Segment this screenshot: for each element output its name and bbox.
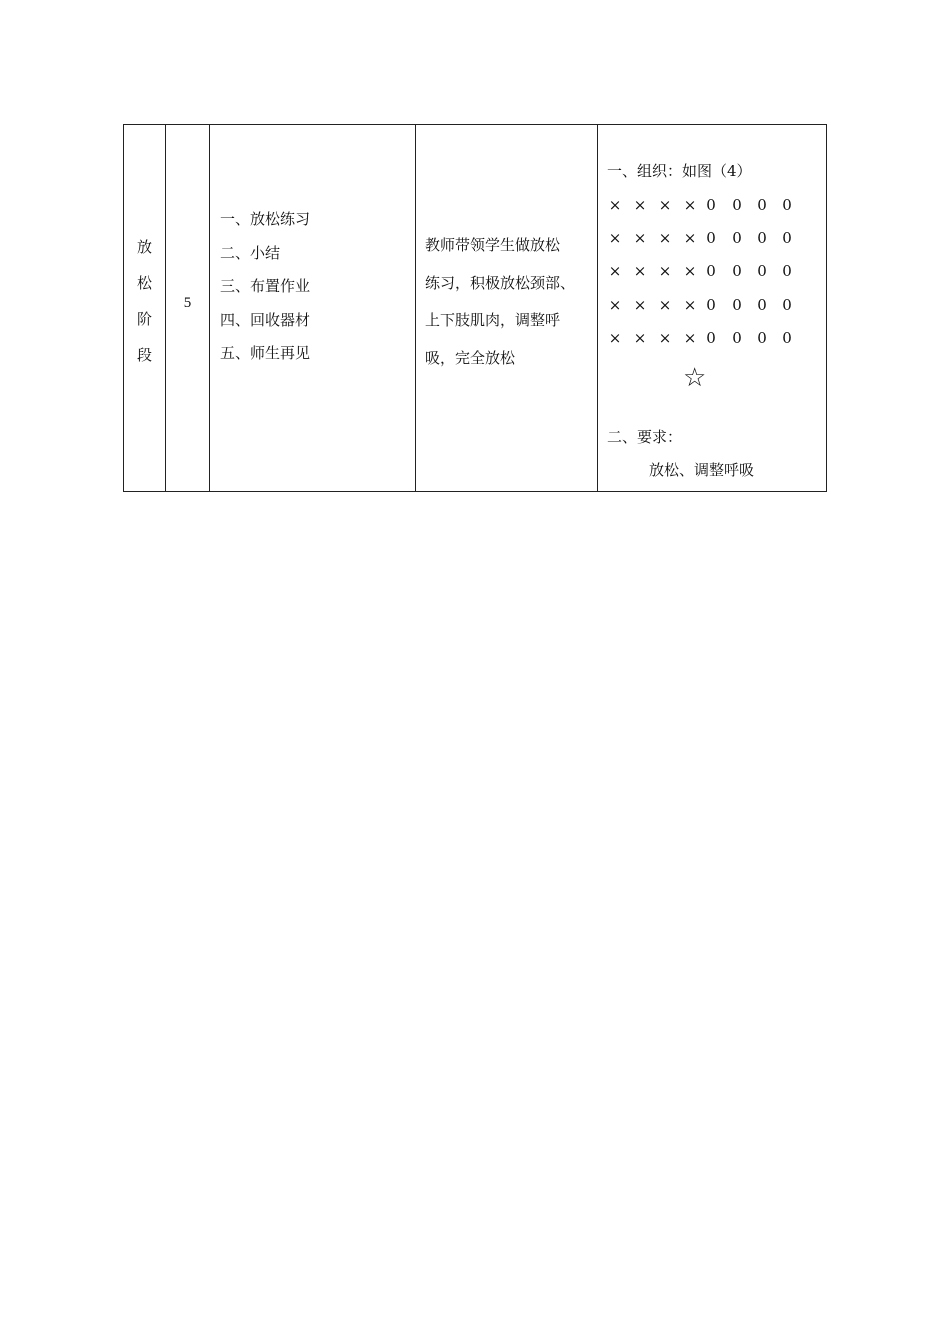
student-o: 0 <box>757 262 767 281</box>
stage-char: 放 <box>136 238 152 256</box>
student-x: × <box>633 328 647 347</box>
content-item: 一、放松练习 <box>220 210 311 228</box>
student-o: 0 <box>757 295 767 314</box>
student-o: 0 <box>757 196 767 214</box>
stage-cell <box>124 125 166 491</box>
student-x: × <box>608 328 622 347</box>
student-x: × <box>683 196 697 214</box>
student-o: 0 <box>757 328 767 347</box>
teacher-star-icon: ☆ <box>683 363 707 393</box>
student-x: × <box>658 196 672 214</box>
student-x: × <box>633 229 647 248</box>
method-text <box>425 233 590 383</box>
student-o: 0 <box>782 328 792 347</box>
student-x: × <box>658 295 672 314</box>
student-x: × <box>658 262 672 281</box>
student-o: 0 <box>782 295 792 314</box>
student-x: × <box>608 196 622 214</box>
formation-row <box>607 193 807 226</box>
student-x: × <box>683 295 697 314</box>
student-o: 0 <box>732 295 742 314</box>
student-x: × <box>658 328 672 347</box>
student-o: 0 <box>706 196 716 214</box>
student-o: 0 <box>757 229 767 248</box>
student-o: 0 <box>706 295 716 314</box>
student-o: 0 <box>782 196 792 214</box>
requirement-text: 放松、调整呼吸 <box>649 461 755 479</box>
time-cell <box>166 125 210 491</box>
organization-title: 一、组织：如图（4） <box>607 162 752 180</box>
student-o: 0 <box>706 328 716 347</box>
student-o: 0 <box>706 229 716 248</box>
student-o: 0 <box>732 196 742 214</box>
formation-row <box>607 259 807 292</box>
formation-grid <box>607 193 807 359</box>
student-x: × <box>633 262 647 281</box>
student-x: × <box>608 229 622 248</box>
student-o: 0 <box>706 262 716 281</box>
student-x: × <box>608 262 622 281</box>
minutes-value: 5 <box>183 295 192 311</box>
content-item: 五、师生再见 <box>220 344 311 362</box>
requirement-title: 二、要求： <box>607 428 683 446</box>
formation-row <box>607 226 807 259</box>
method-line: 教师带领学生做放松 <box>425 236 561 254</box>
student-o: 0 <box>732 229 742 248</box>
student-o: 0 <box>732 328 742 347</box>
student-o: 0 <box>782 229 792 248</box>
method-line: 上下肢肌肉，调整呼 <box>425 311 561 329</box>
stage-char: 阶 <box>136 310 152 328</box>
stage-char: 松 <box>136 274 152 292</box>
student-x: × <box>658 229 672 248</box>
student-x: × <box>683 328 697 347</box>
student-x: × <box>683 262 697 281</box>
content-cell <box>210 125 416 491</box>
stage-label <box>124 235 165 379</box>
student-o: 0 <box>732 262 742 281</box>
student-x: × <box>633 196 647 214</box>
student-o: 0 <box>782 262 792 281</box>
lesson-table <box>123 124 827 492</box>
student-x: × <box>633 295 647 314</box>
formation-row <box>607 293 807 326</box>
formation-row <box>607 326 807 359</box>
organization-cell <box>598 125 827 491</box>
method-line: 吸，完全放松 <box>425 348 516 367</box>
content-list <box>220 207 310 375</box>
student-x: × <box>683 229 697 248</box>
content-item: 三、布置作业 <box>220 277 311 295</box>
stage-char: 段 <box>136 346 152 364</box>
content-item: 四、回收器材 <box>220 310 311 329</box>
student-x: × <box>608 295 622 314</box>
content-item: 二、小结 <box>220 243 281 262</box>
method-line: 练习，积极放松颈部、 <box>425 273 576 292</box>
method-cell <box>416 125 598 491</box>
